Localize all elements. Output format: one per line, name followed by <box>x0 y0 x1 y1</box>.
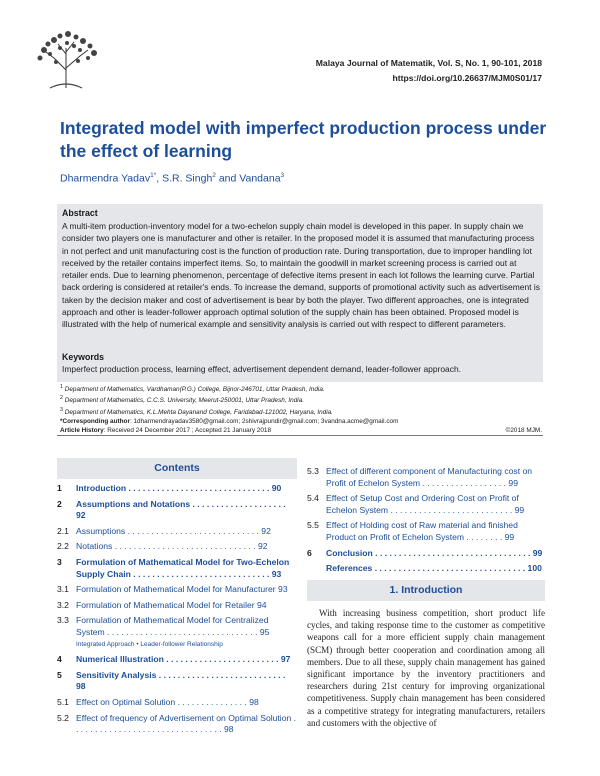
toc-entry[interactable] <box>57 557 297 580</box>
affiliation-1 <box>60 383 542 394</box>
history-text: : Received 24 December 2017 ; Accepted 21 January 2018 <box>103 427 272 435</box>
toc-entry-number: 5 <box>57 669 62 680</box>
affiliation-text: Department of Mathematics, K.L.Mehta Dayanand College, Faridabad-121002, Haryana, India. <box>62 408 333 416</box>
contents-section <box>57 458 297 736</box>
toc-entry-text: References . . . . . . . . . . . . . . . . . . . . . . . . . . . . . . . . 100 <box>326 563 542 574</box>
author-sep: , <box>156 172 163 185</box>
toc-entry[interactable] <box>57 584 297 596</box>
affiliation-num: 1 <box>60 384 63 390</box>
abstract-box <box>57 204 543 382</box>
toc-entry-number: 5.4 <box>307 493 319 504</box>
toc-entry-text: Formulation of Mathematical Model for Two-Echelon Supply Chain . . . . . . . . . . . . . . . . . . . . . . . . . . . . . 93 <box>76 556 290 579</box>
toc-entry[interactable] <box>57 541 297 553</box>
toc-entry[interactable] <box>57 526 297 538</box>
toc-entry-number: 3.2 <box>57 599 69 610</box>
toc-entry-number: 1 <box>57 483 62 493</box>
toc-entry-number: 2.2 <box>57 541 69 552</box>
toc-entry-number: 5.5 <box>307 520 319 531</box>
toc-entry[interactable] <box>57 697 297 709</box>
toc-entry-text: Notations . . . . . . . . . . . . . . . . . . . . . . . . . . . . . . 92 <box>76 541 268 552</box>
affiliation-2 <box>60 394 542 405</box>
corresponding-author <box>60 417 542 426</box>
affiliation-num: 3 <box>60 406 63 413</box>
introduction-section <box>307 580 545 729</box>
keywords-text: Imperfect production process, learning effect, advertisement dependent demand, leader-follower approach. <box>62 364 461 374</box>
author-1: Dharmendra Yadav <box>60 172 151 185</box>
toc-entry[interactable] <box>57 499 297 522</box>
toc-entry-text: Formulation of Mathematical Model for Retailer 94 <box>76 599 267 610</box>
author-2: S.R. Singh <box>162 172 213 185</box>
toc-entry-number: 3.3 <box>57 615 69 626</box>
toc-entry-text: Conclusion . . . . . . . . . . . . . . . . . . . . . . . . . . . . . . . . . 99 <box>326 547 543 558</box>
toc-entry-text: Assumptions and Notations . . . . . . . . . . . . . . . . . . . . 92 <box>76 498 286 521</box>
contents-heading: Contents <box>57 458 297 479</box>
journal-doi[interactable]: https://doi.org/10.26637/MJM0S01/17 <box>392 73 542 83</box>
paper-title: Integrated model with imperfect production process under the effect of learning <box>60 118 547 161</box>
toc-entry-number: 5.2 <box>57 712 69 723</box>
toc-entry-text: Effect of different component of Manufacturing cost on Profit of Echelon System . . . . . . . . . . . . . . . . . . 99 <box>326 466 533 488</box>
author-2-sup: 2 <box>212 172 216 179</box>
journal-citation: Malaya Journal of Matematik, Vol. S, No. 1, 90-101, 2018 <box>315 58 542 68</box>
toc-entry-number: 2.1 <box>57 525 69 536</box>
abstract-heading: Abstract <box>62 208 98 218</box>
author-list <box>60 172 284 185</box>
toc-entry-number: 5.3 <box>307 466 319 476</box>
toc-entry[interactable] <box>57 600 297 612</box>
journal-info <box>316 56 542 86</box>
toc-entry[interactable] <box>57 670 297 693</box>
journal-logo-tree-icon <box>30 30 104 90</box>
toc-entry-text: Effect of frequency of Advertisement on Optimal Solution . . . . . . . . . . . . . . . . . . . . . . . . . . . . . . . . 98 <box>76 712 297 735</box>
toc-entry-text: Introduction . . . . . . . . . . . . . . . . . . . . . . . . . . . . . . 90 <box>76 483 282 493</box>
author-1-sup: 1* <box>150 172 157 179</box>
author-3: Vandana <box>239 172 281 185</box>
toc-entry-text: Effect of Holding cost of Raw material and finished Product on Profit of Echelon System . . . . . . . . 99 <box>326 520 518 542</box>
toc-entry-text: Assumptions . . . . . . . . . . . . . . . . . . . . . . . . . . . . 92 <box>76 525 271 536</box>
toc-entry-number: 3.1 <box>57 584 69 595</box>
introduction-text: With increasing business competition, short product life cycles, and taking response time to the customer as competitive weapons call for a more efficient supply chain management (SCM) through better cooperation and coordination among all members. Due to all these, supply chain management has gained significant importance by the inventory practitioners and researchers during 21st century for improving organizational competitiveness. Supply chain management has been considered as a competitive strategy for integrating manufacturers, retailers and customers with the objective of <box>307 608 545 728</box>
toc-entry[interactable] <box>57 713 297 736</box>
toc-entry[interactable] <box>307 563 545 575</box>
affiliation-text: Department of Mathematics, Vardhaman(P.G.) College, Bijnor-246701, Uttar Pradesh, India. <box>62 386 325 394</box>
toc-entry[interactable] <box>307 520 545 543</box>
article-history <box>60 426 542 435</box>
affiliation-text: Department of Mathematics, C.C.S. University, Meerut-250001, Uttar Pradesh, India. <box>62 397 305 405</box>
introduction-heading: 1. Introduction <box>307 580 545 601</box>
affiliation-3 <box>60 406 542 417</box>
toc-left <box>57 483 297 736</box>
toc-entry-text: Effect of Setup Cost and Ordering Cost on Profit of Echelon System . . . . . . . . . . . . . . . . . . . . . . . . . . 99 <box>326 493 525 515</box>
toc-entry-text: Sensitivity Analysis . . . . . . . . . . . . . . . . . . . . . . . . . . . 98 <box>76 669 286 692</box>
toc-entry-text: Effect on Optimal Solution . . . . . . . . . . . . . . . 98 <box>76 696 259 707</box>
toc-entry-text: Formulation of Mathematical Model for Centralized System . . . . . . . . . . . . . . . . . . . . . . . . . . . . . . . . 95 <box>76 615 270 637</box>
toc-entry[interactable] <box>307 466 545 489</box>
toc-entry[interactable] <box>57 483 297 495</box>
toc-subentries[interactable]: Integrated Approach • Leader-follower Relationship <box>76 640 223 648</box>
toc-entry[interactable] <box>57 654 297 666</box>
toc-right <box>307 462 545 575</box>
affiliation-num: 2 <box>60 395 63 402</box>
abstract-text: A multi-item production-inventory model for a two-echelon supply chain model is developed in this paper. In supply chain we consider two players one is manufacturer and other is retailer. In the proposed model it is assumed that manufacturing process in not perfect and unit manufacturing cost is the function of production rate. During transportation, due to improper handling lot received by the retailer contains imperfect items. So, to maintain the goodwill in market screening process is carried out at retailer ends. Due to learning phenomenon, percentage of defective items present in each lot follows the learning curve. Partial back ordering is considered at retailer's ends. To increase the demand, supports of promotional activity such as advertisement is taken by the decision maker and cost of advertisement is bear by both the player. Two different approaches, one is integrated approach and other is leader-follower approach optimal solution of the supply chain has been obtained. Proposed model is illustrated with the help of numerical example and sensitivity analysis is carried out with respect to different parameters. <box>62 221 540 330</box>
corr-emails: : 1dharmendrayadav3580@gmail.com; 2shivrajpundir@gmail.com; 3vandna.acme@gmail.com <box>129 417 399 425</box>
divider <box>57 435 543 436</box>
toc-entry-number: 5.1 <box>57 696 69 707</box>
toc-entry-number: 4 <box>57 654 62 665</box>
history-label: Article History <box>60 427 104 435</box>
toc-entry-text: Numerical Illustration . . . . . . . . . . . . . . . . . . . . . . . . 97 <box>76 654 291 665</box>
toc-entry[interactable] <box>57 615 297 638</box>
author-sep: and <box>215 172 240 185</box>
copyright: ©2018 MJM. <box>505 427 542 435</box>
toc-entry-number: 2 <box>57 498 62 509</box>
corr-label: *Corresponding author <box>60 417 130 425</box>
author-3-sup: 3 <box>280 172 285 179</box>
toc-entry-number: 6 <box>307 547 312 558</box>
toc-entry[interactable] <box>307 493 545 516</box>
toc-entry-number: 3 <box>57 556 62 567</box>
keywords-heading: Keywords <box>62 352 105 362</box>
toc-entry[interactable] <box>307 548 545 560</box>
affiliations <box>60 383 542 435</box>
toc-entry-text: Formulation of Mathematical Model for Manufacturer 93 <box>76 584 288 595</box>
